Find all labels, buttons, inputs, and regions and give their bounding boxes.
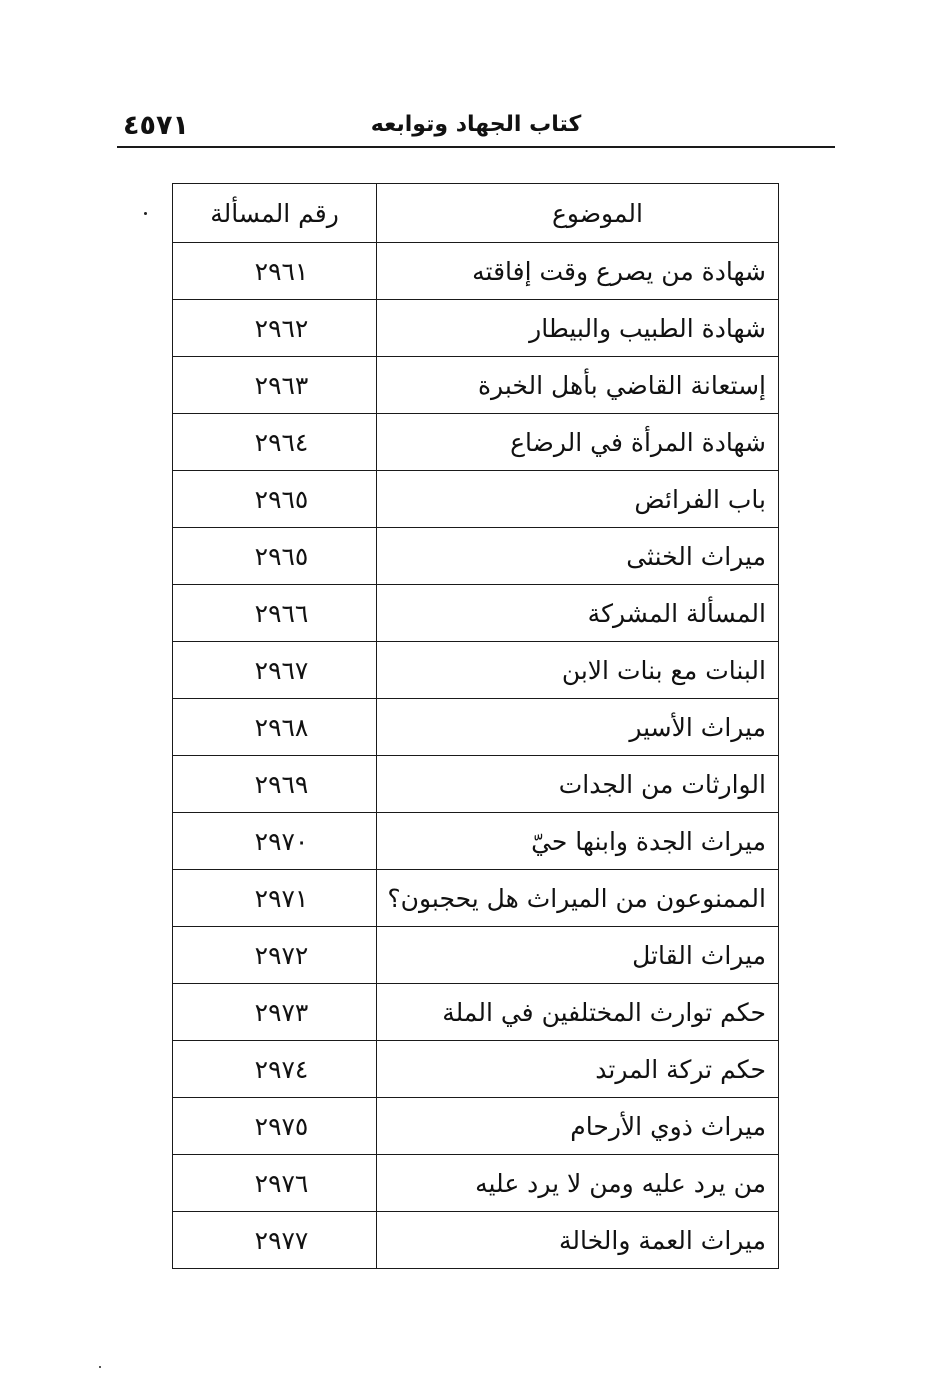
table-row (173, 1212, 779, 1269)
row-topic: شهادة المرأة في الرضاع (377, 414, 779, 471)
table-row (173, 1041, 779, 1098)
table-row (173, 585, 779, 642)
table-row (173, 471, 779, 528)
row-topic: الممنوعون من الميراث هل يحجبون؟ (377, 870, 779, 927)
header-topic: الموضوع (377, 184, 779, 243)
table-row (173, 528, 779, 585)
row-number: ٢٩٦٥ (173, 528, 377, 585)
row-number: ٢٩٧٦ (173, 1155, 377, 1212)
table-row (173, 642, 779, 699)
row-topic: الوارثات من الجدات (377, 756, 779, 813)
table-row (173, 1098, 779, 1155)
table-row (173, 699, 779, 756)
row-topic: ميراث العمة والخالة (377, 1212, 779, 1269)
row-number: ٢٩٦٩ (173, 756, 377, 813)
table-row (173, 300, 779, 357)
row-topic: ميراث الجدة وابنها حيّ (377, 813, 779, 870)
row-number: ٢٩٧٣ (173, 984, 377, 1041)
row-topic: حكم تركة المرتد (377, 1041, 779, 1098)
row-number: ٢٩٧٢ (173, 927, 377, 984)
row-topic: باب الفرائض (377, 471, 779, 528)
row-number: ٢٩٦٤ (173, 414, 377, 471)
row-topic: البنات مع بنات الابن (377, 642, 779, 699)
row-number: ٢٩٧٧ (173, 1212, 377, 1269)
row-topic: ميراث ذوي الأرحام (377, 1098, 779, 1155)
row-topic: ميراث الأسير (377, 699, 779, 756)
row-topic: من يرد عليه ومن لا يرد عليه (377, 1155, 779, 1212)
row-number: ٢٩٦٣ (173, 357, 377, 414)
row-topic: حكم توارث المختلفين في الملة (377, 984, 779, 1041)
row-number: ٢٩٧٤ (173, 1041, 377, 1098)
row-topic: شهادة الطبيب والبيطار (377, 300, 779, 357)
row-number: ٢٩٧٠ (173, 813, 377, 870)
table-row (173, 1155, 779, 1212)
header-number: رقم المسألة (173, 184, 377, 243)
row-number: ٢٩٦٦ (173, 585, 377, 642)
table-row (173, 357, 779, 414)
table-row (173, 984, 779, 1041)
stray-tick (99, 1366, 101, 1368)
table-header-row (173, 184, 779, 243)
row-number: ٢٩٦٨ (173, 699, 377, 756)
table-row (173, 927, 779, 984)
row-number: ٢٩٦٢ (173, 300, 377, 357)
table-row (173, 813, 779, 870)
index-table (172, 183, 779, 1269)
stray-dot (144, 212, 147, 215)
table-row (173, 870, 779, 927)
row-number: ٢٩٦٧ (173, 642, 377, 699)
row-topic: المسألة المشركة (377, 585, 779, 642)
table-row (173, 414, 779, 471)
table-row (173, 243, 779, 300)
row-number: ٢٩٧١ (173, 870, 377, 927)
row-topic: ميراث الخنثى (377, 528, 779, 585)
row-topic: إستعانة القاضي بأهل الخبرة (377, 357, 779, 414)
book-title: كتاب الجهاد وتوابعه (370, 112, 582, 137)
page-number: ٤٥٧١ (123, 110, 189, 141)
page-header (117, 100, 835, 148)
row-topic: ميراث القاتل (377, 927, 779, 984)
row-number: ٢٩٦٥ (173, 471, 377, 528)
row-number: ٢٩٦١ (173, 243, 377, 300)
row-number: ٢٩٧٥ (173, 1098, 377, 1155)
table-row (173, 756, 779, 813)
row-topic: شهادة من يصرع وقت إفاقته (377, 243, 779, 300)
